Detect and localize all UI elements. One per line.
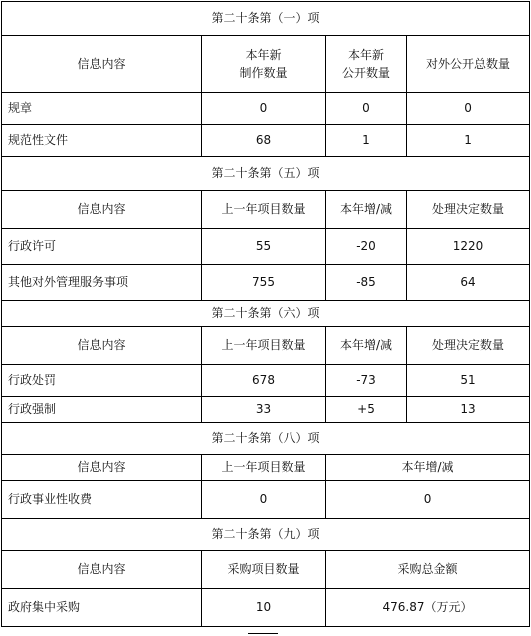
row-label: 行政事业性收费 xyxy=(2,481,202,519)
table-row xyxy=(2,265,530,301)
cell-value: 1220 xyxy=(407,229,530,265)
cell-value: 0 xyxy=(407,93,530,125)
cell-value: +5 xyxy=(326,397,407,423)
header-cell-info: 信息内容 xyxy=(2,191,202,229)
header-cell-change: 本年增/减 xyxy=(326,191,407,229)
header-cell-decisions: 处理决定数量 xyxy=(407,327,530,365)
cell-value: 33 xyxy=(202,397,326,423)
cell-value: 0 xyxy=(326,93,407,125)
cell-value: 1 xyxy=(407,125,530,157)
header-cell-procurement-count: 采购项目数量 xyxy=(202,551,326,589)
section-2-header-row xyxy=(2,191,530,229)
cell-value: 10 xyxy=(202,589,326,627)
row-label: 行政处罚 xyxy=(2,365,202,397)
row-label: 行政强制 xyxy=(2,397,202,423)
section-title: 第二十条第（八）项 xyxy=(2,423,530,455)
row-label: 其他对外管理服务事项 xyxy=(2,265,202,301)
header-cell-last-year-count: 上一年项目数量 xyxy=(202,327,326,365)
header-cell-info: 信息内容 xyxy=(2,455,202,481)
cell-value: 0 xyxy=(202,481,326,519)
cell-value: 755 xyxy=(202,265,326,301)
header-cell-info: 信息内容 xyxy=(2,551,202,589)
section-4-title-row xyxy=(2,423,530,455)
cell-value: -85 xyxy=(326,265,407,301)
header-cell-total-published: 对外公开总数量 xyxy=(407,36,530,93)
cell-value: 55 xyxy=(202,229,326,265)
header-cell-decisions: 处理决定数量 xyxy=(407,191,530,229)
cell-value: 0 xyxy=(326,481,530,519)
header-cell-change: 本年增/减 xyxy=(326,327,407,365)
cell-value: -20 xyxy=(326,229,407,265)
header-cell-new-made: 本年新 制作数量 xyxy=(202,36,326,93)
cell-value: 68 xyxy=(202,125,326,157)
section-title: 第二十条第（九）项 xyxy=(2,519,530,551)
header-cell-change: 本年增/减 xyxy=(326,455,530,481)
table-row xyxy=(2,481,530,519)
section-1-title-row xyxy=(2,2,530,36)
header-cell-last-year-count: 上一年项目数量 xyxy=(202,455,326,481)
section-1-header-row xyxy=(2,36,530,93)
header-cell-info: 信息内容 xyxy=(2,36,202,93)
section-3-header-row xyxy=(2,327,530,365)
section-title: 第二十条第（五）项 xyxy=(2,157,530,191)
section-5-header-row xyxy=(2,551,530,589)
row-label: 规范性文件 xyxy=(2,125,202,157)
cell-value: 1 xyxy=(326,125,407,157)
table-row xyxy=(2,589,530,627)
section-3-title-row xyxy=(2,301,530,327)
cell-value: 0 xyxy=(202,93,326,125)
header-cell-last-year-count: 上一年项目数量 xyxy=(202,191,326,229)
section-5-title-row xyxy=(2,519,530,551)
cell-value: -73 xyxy=(326,365,407,397)
cell-value: 64 xyxy=(407,265,530,301)
cell-value: 678 xyxy=(202,365,326,397)
row-label: 行政许可 xyxy=(2,229,202,265)
header-cell-info: 信息内容 xyxy=(2,327,202,365)
disclosure-table xyxy=(1,1,530,627)
table-row xyxy=(2,365,530,397)
section-4-header-row xyxy=(2,455,530,481)
table-row xyxy=(2,229,530,265)
cell-value: 476.87（万元） xyxy=(326,589,530,627)
header-cell-procurement-total: 采购总金额 xyxy=(326,551,530,589)
header-cell-new-published: 本年新 公开数量 xyxy=(326,36,407,93)
table-row xyxy=(2,125,530,157)
cell-value: 13 xyxy=(407,397,530,423)
table-row xyxy=(2,397,530,423)
cell-value: 51 xyxy=(407,365,530,397)
section-title: 第二十条第（六）项 xyxy=(2,301,530,327)
section-2-title-row xyxy=(2,157,530,191)
section-title: 第二十条第（一）项 xyxy=(2,2,530,36)
table-row xyxy=(2,93,530,125)
row-label: 政府集中采购 xyxy=(2,589,202,627)
row-label: 规章 xyxy=(2,93,202,125)
